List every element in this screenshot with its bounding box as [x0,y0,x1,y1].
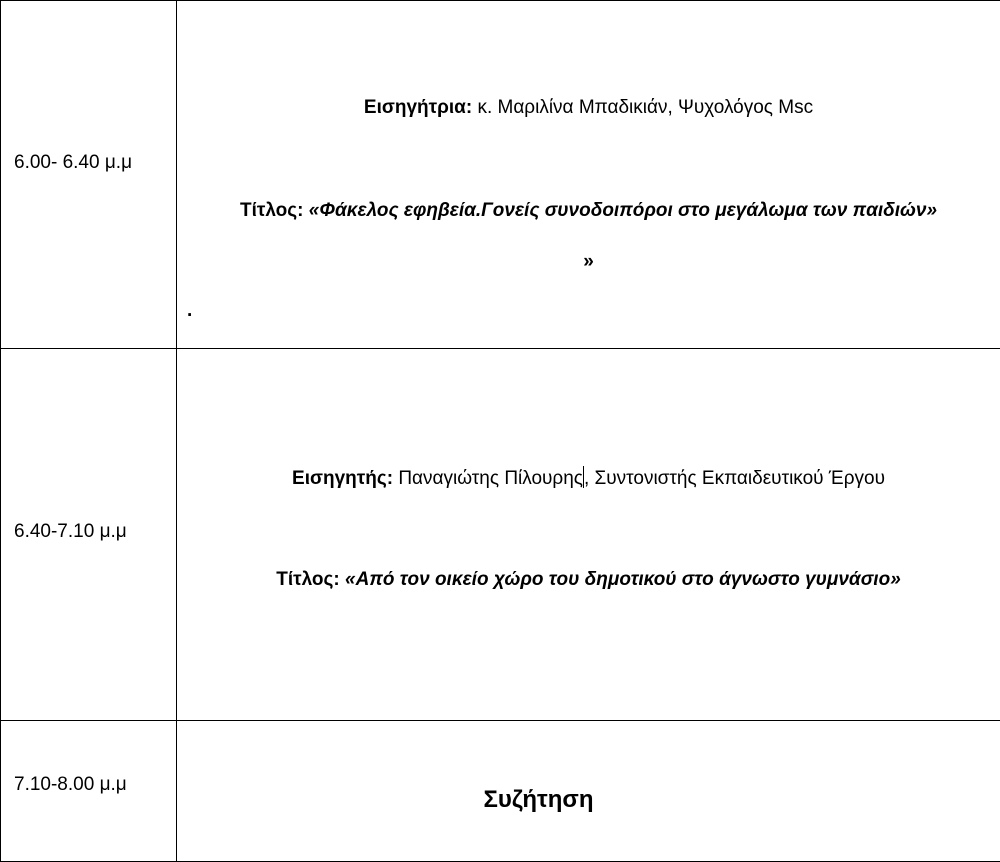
speaker-label: Εισηγητής: [292,468,393,489]
time-cell [1,349,177,721]
speaker-name: κ. Μαριλίνα Μπαδικιάν, Ψυχολόγος Msc [477,97,813,118]
title-label: Τίτλος: [276,569,340,590]
speaker-label: Εισηγήτρια: [364,97,472,118]
discussion-heading: Συζήτηση [177,786,900,814]
title-line [177,199,1000,223]
content-cell [177,349,1000,721]
content-cell [177,721,1000,862]
time-label: 6.40-7.10 μ.μ [14,522,127,542]
time-cell [1,1,177,349]
speaker-role: , Συντονιστής Εκπαιδευτικού Έργου [584,468,885,489]
schedule-row [1,1,1000,349]
content-cell [177,1,1000,349]
time-cell [1,721,177,862]
title-line [177,568,1000,592]
trailing-dot: . [187,301,192,321]
speaker-name: Παναγιώτης Πίλουρης [398,468,583,489]
title-text: «Από τον οικείο χώρο του δημοτικού στο άγνωστο γυμνάσιο» [345,569,901,590]
title-label: Τίτλος: [240,200,304,221]
time-label: 6.00- 6.40 μ.μ [14,153,132,173]
speaker-line [177,96,1000,120]
time-label: 7.10-8.00 μ.μ [14,775,127,795]
speaker-line [177,466,1000,491]
schedule-row [1,349,1000,721]
closing-quote-mark: » [177,250,1000,274]
title-text: «Φάκελος εφηβεία.Γονείς συνοδοιπόροι στο μεγάλωμα των παιδιών» [309,200,937,221]
schedule-row [1,721,1000,862]
